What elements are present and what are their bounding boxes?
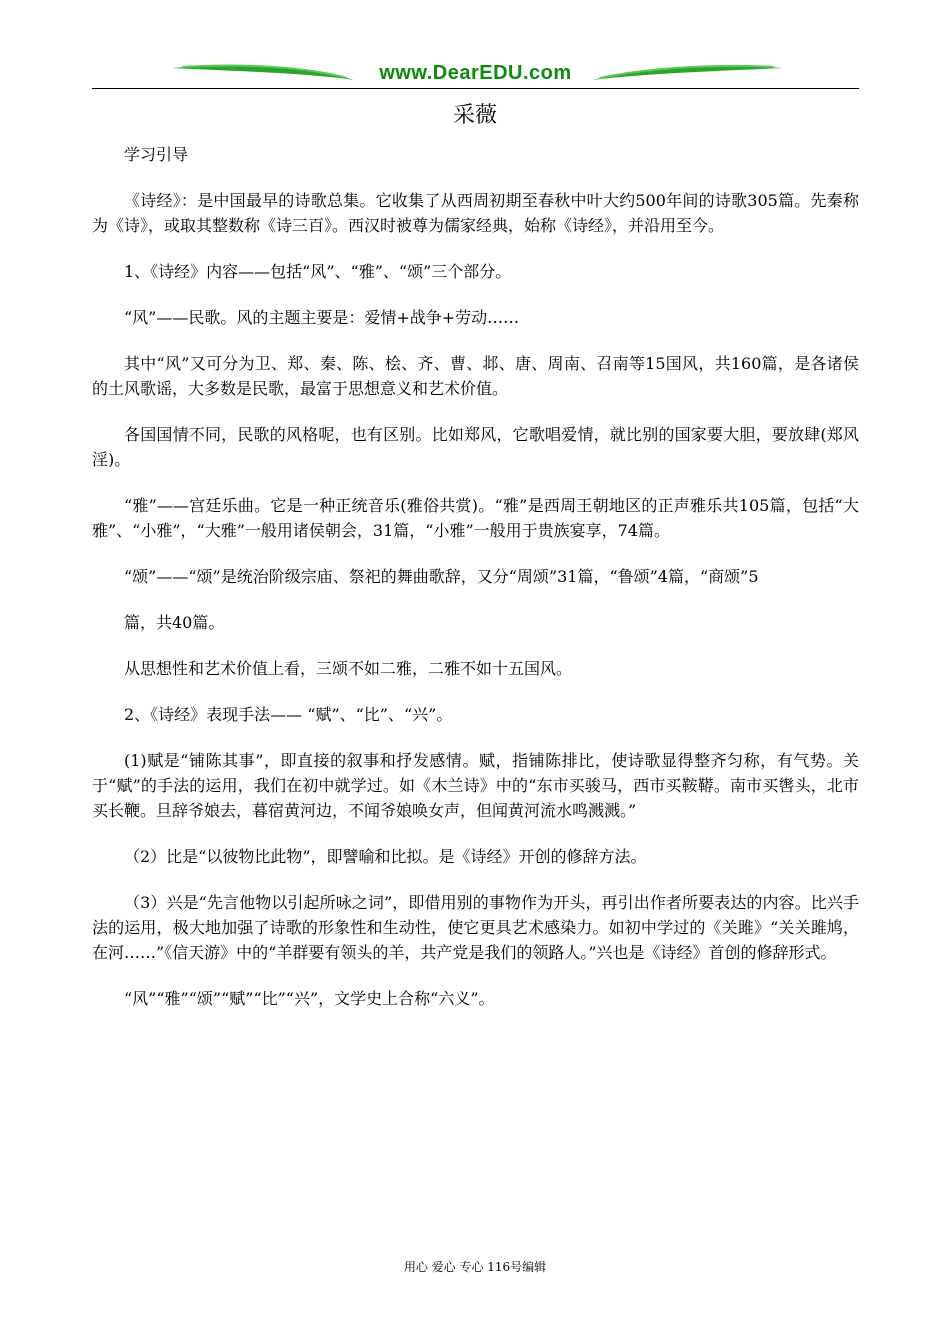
- page-header: [92, 58, 859, 94]
- paragraph: （3）兴是“先言他物以引起所咏之词”，即借用别的事物作为开头，再引出作者所要表达的内容。比兴手法的运用，极大地加强了诗歌的形象性和生动性，使它更具艺术感染力。如初中学过的《关雎》“关关雎鸠，在河……”《信天游》中的“羊群要有领头的羊，共产党是我们的领路人。”兴也是《诗经》首创的修辞形式。: [92, 893, 859, 962]
- paragraph: 1、《诗经》内容——包括“风”、“雅”、“颂”三个部分。: [124, 262, 512, 281]
- header-rule: [92, 88, 859, 89]
- document-body: [92, 142, 859, 1032]
- document-title: 采薇: [452, 103, 497, 128]
- paragraph: “风”——民歌。风的主题主要是：爱情+战争+劳动……: [124, 308, 520, 327]
- paragraph: “雅”——宫廷乐曲。它是一种正统音乐(雅俗共赏)。“雅”是西周王朝地区的正声雅乐共105篇，包括“大雅”、“小雅”，“大雅”一般用诸侯朝会，31篇，“小雅”一般用于贵族宴享，74篇。: [92, 496, 859, 540]
- paragraph: 从思想性和艺术价值上看，三颂不如二雅，二雅不如十五国风。: [124, 659, 573, 678]
- paragraph: （2）比是“以彼物比此物”，即譬喻和比拟。是《诗经》开创的修辞方法。: [124, 847, 647, 866]
- paragraph: (1)赋是“铺陈其事”，即直接的叙事和抒发感情。赋，指铺陈排比，使诗歌显得整齐匀称，有气势。关于“赋”的手法的运用，我们在初中就学过。如《木兰诗》中的“东市买骏马，西市买鞍鞯。南市买辔头，北市买长鞭。旦辞爷娘去，暮宿黄河边，不闻爷娘唤女声，但闻黄河流水鸣溅溅。”: [92, 751, 859, 820]
- paragraph: 其中“风”又可分为卫、郑、秦、陈、桧、齐、曹、邶、唐、周南、召南等15国风，共160篇，是各诸侯的土风歌谣，大多数是民歌，最富于思想意义和艺术价值。: [92, 354, 859, 398]
- paragraph: 篇，共40篇。: [124, 613, 225, 632]
- logo-text: www.DearEDU.com: [379, 62, 572, 84]
- paragraph: 各国国情不同，民歌的风格呢，也有区别。比如郑风，它歌唱爱情，就比别的国家要大胆，要放肆(郑风淫)。: [92, 425, 859, 469]
- paragraph: “风”“雅”“颂”“赋”“比”“兴”，文学史上合称“六义”。: [124, 989, 495, 1008]
- paragraph: “颂”——“颂”是统治阶级宗庙、祭祀的舞曲歌辞，又分“周颂”31篇，“鲁颂”4篇，“商颂”5: [124, 567, 759, 586]
- page-footer: 用心 爱心 专心 116号编辑: [403, 1260, 547, 1274]
- paragraph: 2、《诗经》表现手法—— “赋”、“比”、“兴”。: [124, 705, 453, 724]
- paragraph: 学习引导: [124, 145, 189, 164]
- paragraph: 《诗经》：是中国最早的诗歌总集。它收集了从西周初期至春秋中叶大约500年间的诗歌305篇。先秦称为《诗》，或取其整数称《诗三百》。西汉时被尊为儒家经典，始称《诗经》，并沿用至今。: [92, 191, 859, 235]
